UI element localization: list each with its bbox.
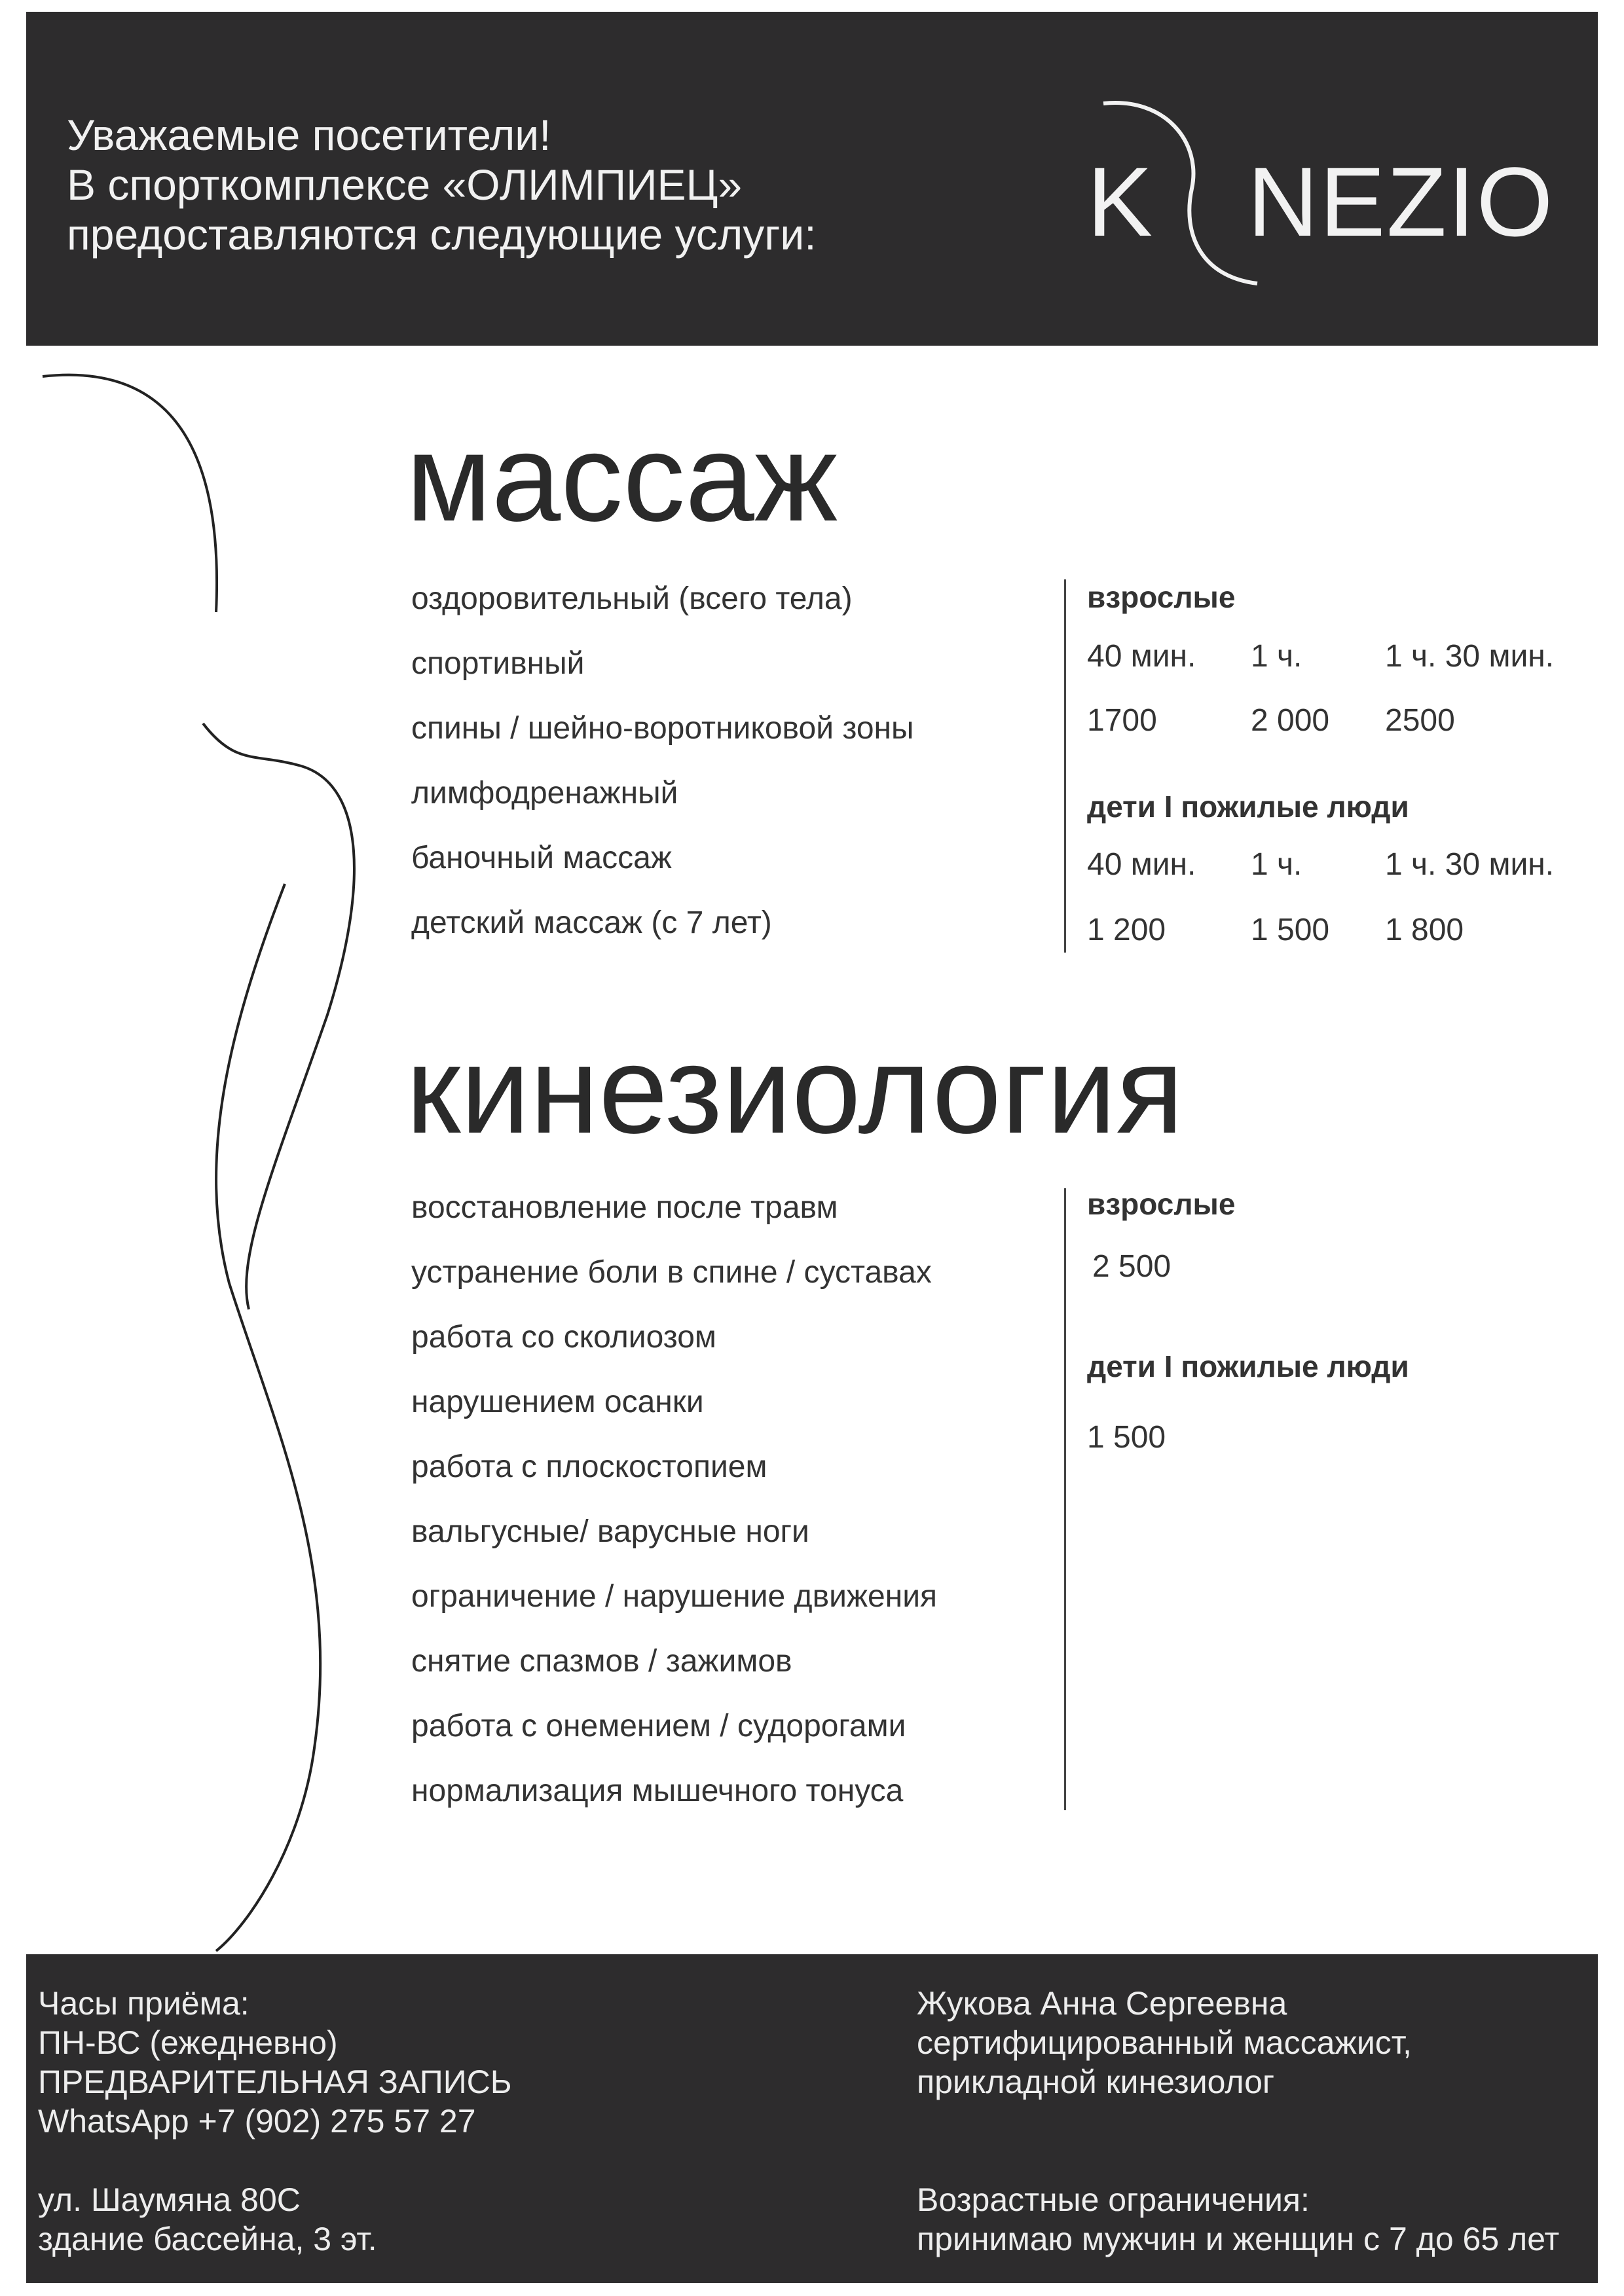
kinesiology-title: кинезиология — [406, 1021, 1184, 1159]
price-group-label: дети I пожилые люди — [1087, 790, 1409, 824]
list-item: работа с онемением / судорогами — [411, 1709, 906, 1743]
footer-line: ПН-ВС (ежедневно) — [38, 2024, 338, 2061]
price-cell: 2 500 — [1092, 1249, 1172, 1284]
price-row — [1087, 1419, 1166, 1455]
list-item: работа со сколиозом — [411, 1320, 716, 1355]
list-item: нарушением осанки — [411, 1385, 704, 1419]
price-cell: 1700 — [1087, 703, 1157, 738]
duration-cell: 1 ч. 30 мин. — [1385, 639, 1555, 674]
footer-line: здание бассейна, 3 эт. — [38, 2221, 377, 2257]
price-row — [1087, 912, 1568, 948]
duration-row — [1087, 638, 1568, 674]
price-cell: 2500 — [1385, 703, 1455, 738]
whatsapp-phone: WhatsApp +7 (902) 275 57 27 — [38, 2103, 476, 2140]
greeting-text — [67, 110, 984, 259]
list-item: работа с плоскостопием — [411, 1449, 767, 1484]
kinezio-logo — [1061, 90, 1559, 306]
list-item: снятие спазмов / зажимов — [411, 1644, 792, 1679]
list-item: спортивный — [411, 646, 585, 681]
kinesiology-services-list — [411, 1175, 937, 1823]
footer-line: Жукова Анна Сергеевна — [917, 1985, 1287, 2022]
price-cell: 1 500 — [1087, 1420, 1166, 1455]
vertical-divider — [1064, 579, 1066, 953]
greeting-line: предоставляются следующие услуги: — [67, 210, 817, 259]
age-restrictions — [917, 2180, 1559, 2259]
list-item: детский массаж (с 7 лет) — [411, 905, 772, 940]
list-item: баночный массаж — [411, 841, 672, 875]
footer-line: прикладной кинезиолог — [917, 2064, 1275, 2100]
price-row — [1092, 1248, 1171, 1285]
list-item: восстановление после травм — [411, 1190, 838, 1225]
logo-letters-nezio: NEZIO — [1247, 147, 1555, 257]
list-item: вальгусные/ варусные ноги — [411, 1514, 809, 1549]
price-group-label: дети I пожилые люди — [1087, 1349, 1409, 1383]
logo-letter-k: K — [1087, 147, 1154, 257]
footer-banner — [26, 1954, 1598, 2283]
footer-line: принимаю мужчин и женщин с 7 до 65 лет — [917, 2221, 1560, 2257]
duration-cell: 1 ч. — [1251, 639, 1302, 674]
price-cell: 1 200 — [1087, 913, 1166, 947]
price-group-label: взрослые — [1087, 580, 1236, 614]
massage-title: массаж — [406, 409, 838, 547]
massage-services-list — [411, 566, 914, 955]
body-silhouette-icon — [0, 340, 393, 1964]
list-item: оздоровительный (всего тела) — [411, 581, 853, 616]
kinesiology-price-kids — [1087, 1349, 1409, 1384]
price-cell: 2 000 — [1251, 703, 1330, 738]
list-item: нормализация мышечного тонуса — [411, 1774, 904, 1808]
duration-cell: 1 ч. 30 мин. — [1385, 847, 1555, 882]
footer-line: Возрастные ограничения: — [917, 2181, 1310, 2218]
price-cell: 1 500 — [1251, 913, 1330, 947]
list-item: ограничение / нарушение движения — [411, 1579, 937, 1614]
duration-cell: 40 мин. — [1087, 847, 1196, 882]
address — [38, 2180, 377, 2259]
greeting-line: Уважаемые посетители! — [67, 111, 551, 159]
opening-hours — [38, 1984, 512, 2141]
price-group-label: взрослые — [1087, 1187, 1236, 1221]
vertical-divider — [1064, 1188, 1066, 1810]
price-row — [1087, 702, 1568, 738]
footer-line: сертифицированный массажист, — [917, 2024, 1412, 2061]
list-item: устранение боли в спине / суставах — [411, 1255, 932, 1290]
price-cell: 1 800 — [1385, 913, 1464, 947]
footer-line: Часы приёма: — [38, 1985, 249, 2022]
duration-cell: 40 мин. — [1087, 639, 1196, 674]
header-banner — [26, 12, 1598, 346]
footer-line: ул. Шаумяна 80С — [38, 2181, 301, 2218]
list-item: спины / шейно-воротниковой зоны — [411, 711, 914, 746]
duration-cell: 1 ч. — [1251, 847, 1302, 882]
massage-price-adults — [1087, 579, 1235, 615]
specialist-info — [917, 1984, 1412, 2102]
duration-row — [1087, 847, 1568, 883]
greeting-line: В спорткомплексе «ОЛИМПИЕЦ» — [67, 160, 743, 209]
list-item: лимфодренажный — [411, 776, 678, 811]
massage-price-kids — [1087, 789, 1409, 824]
footer-line: ПРЕДВАРИТЕЛЬНАЯ ЗАПИСЬ — [38, 2064, 512, 2100]
kinesiology-price-adults — [1087, 1186, 1235, 1222]
